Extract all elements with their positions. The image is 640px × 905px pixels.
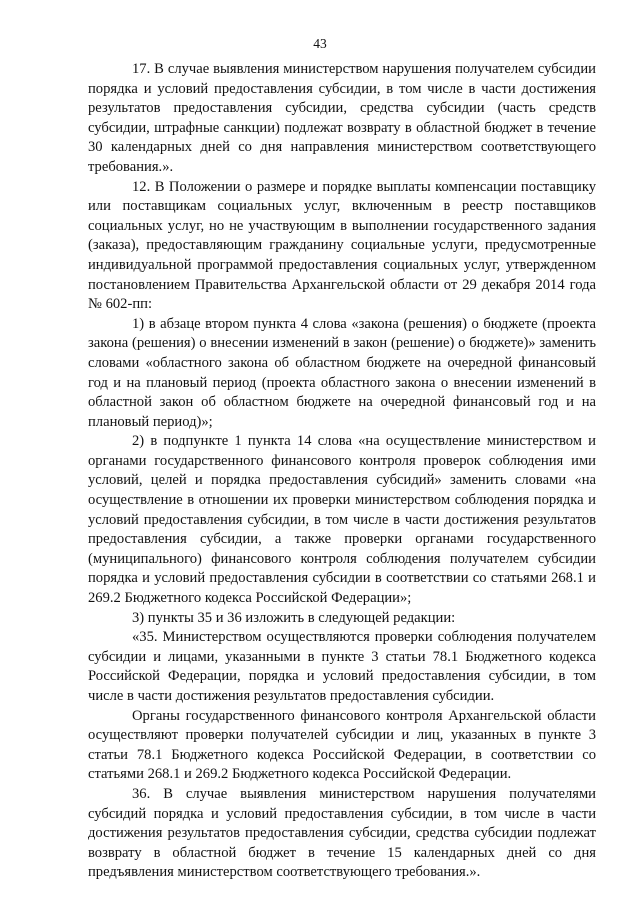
paragraph-section-12: 12. В Положении о размере и порядке выплаты компенсации поставщику или поставщикам социальных услуг, включенным в реестр поставщиков социальных услуг, но не участвующим в выполнении государственного задания (заказа), предоставляющим гражданину социальные услуги, предусмотренные индивидуальной программой предоставления социальных услуг, утвержденном постановлением Правительства Архангельской области от 29 декабря 2014 года № 602-пп: [88, 178, 596, 313]
paragraph-item-17: 17. В случае выявления министерством нарушения получателем субсидии порядка и условий предоставления субсидии, в том числе в части достижения результатов предоставления субсидии, средства субсидии (часть средств субсидии, штрафные санкции) подлежат возврату в областной бюджет в течение 30 календарных дней со дня направления министерством соответствующего требования.». [88, 61, 596, 175]
document-body [88, 60, 596, 883]
paragraph-subitem-1: 1) в абзаце втором пункта 4 слова «закона (решения) о бюджете (проекта закона (решения) о внесении изменений в закон (решение) о бюджете)» заменить словами «областного закона об областном бюджете на очередной финансовый год и на плановый период (проекта областного закона о внесении изменений в областной закон об областном бюджете на очередной финансовый год и на плановый период)»; [88, 315, 596, 430]
paragraph-item-36: 36. В случае выявления министерством нарушения получателями субсидий порядка и условий предоставления субсидии, в том числе в части достижения результатов предоставления субсидии, средства субсидии подлежат возврату в областной бюджет в течение 15 календарных дней со дня предъявления министерством соответствующего требования.». [88, 785, 596, 881]
paragraph-financial-control: Органы государственного финансового контроля Архангельской области осуществляют проверки получателей субсидии и лиц, указанных в пункте 3 статьи 78.1 Бюджетного кодекса Российской Федерации, в соответствии со статьями 268.1 и 269.2 Бюджетного кодекса Российской Федерации. [88, 707, 596, 783]
paragraph-subitem-3: 3) пункты 35 и 36 изложить в следующей редакции: [132, 609, 456, 626]
paragraph-subitem-2: 2) в подпункте 1 пункта 14 слова «на осуществление министерством и органами государственного финансового контроля проверок соблюдения ими условий, целей и порядка предоставления субсидий» заменить словами «на осуществление в отношении их проверки министерством соблюдения порядка и условий предоставления субсидии, в том числе в части достижения результатов предоставления субсидии, а также проверки органами государственного (муниципального) финансового контроля соблюдения получателем субсидии порядка и условий предоставления субсидии в соответствии со статьями 268.1 и 269.2 Бюджетного кодекса Российской Федерации»; [88, 433, 596, 607]
page-number: 43 [313, 36, 327, 51]
paragraph-item-35: «35. Министерством осуществляются проверки соблюдения получателем субсидии и лицами, указанными в пункте 3 статьи 78.1 Бюджетного кодекса Российской Федерации, порядка и условий предоставления субсидии, в том числе в части достижения результатов предоставления субсидии. [88, 629, 596, 704]
